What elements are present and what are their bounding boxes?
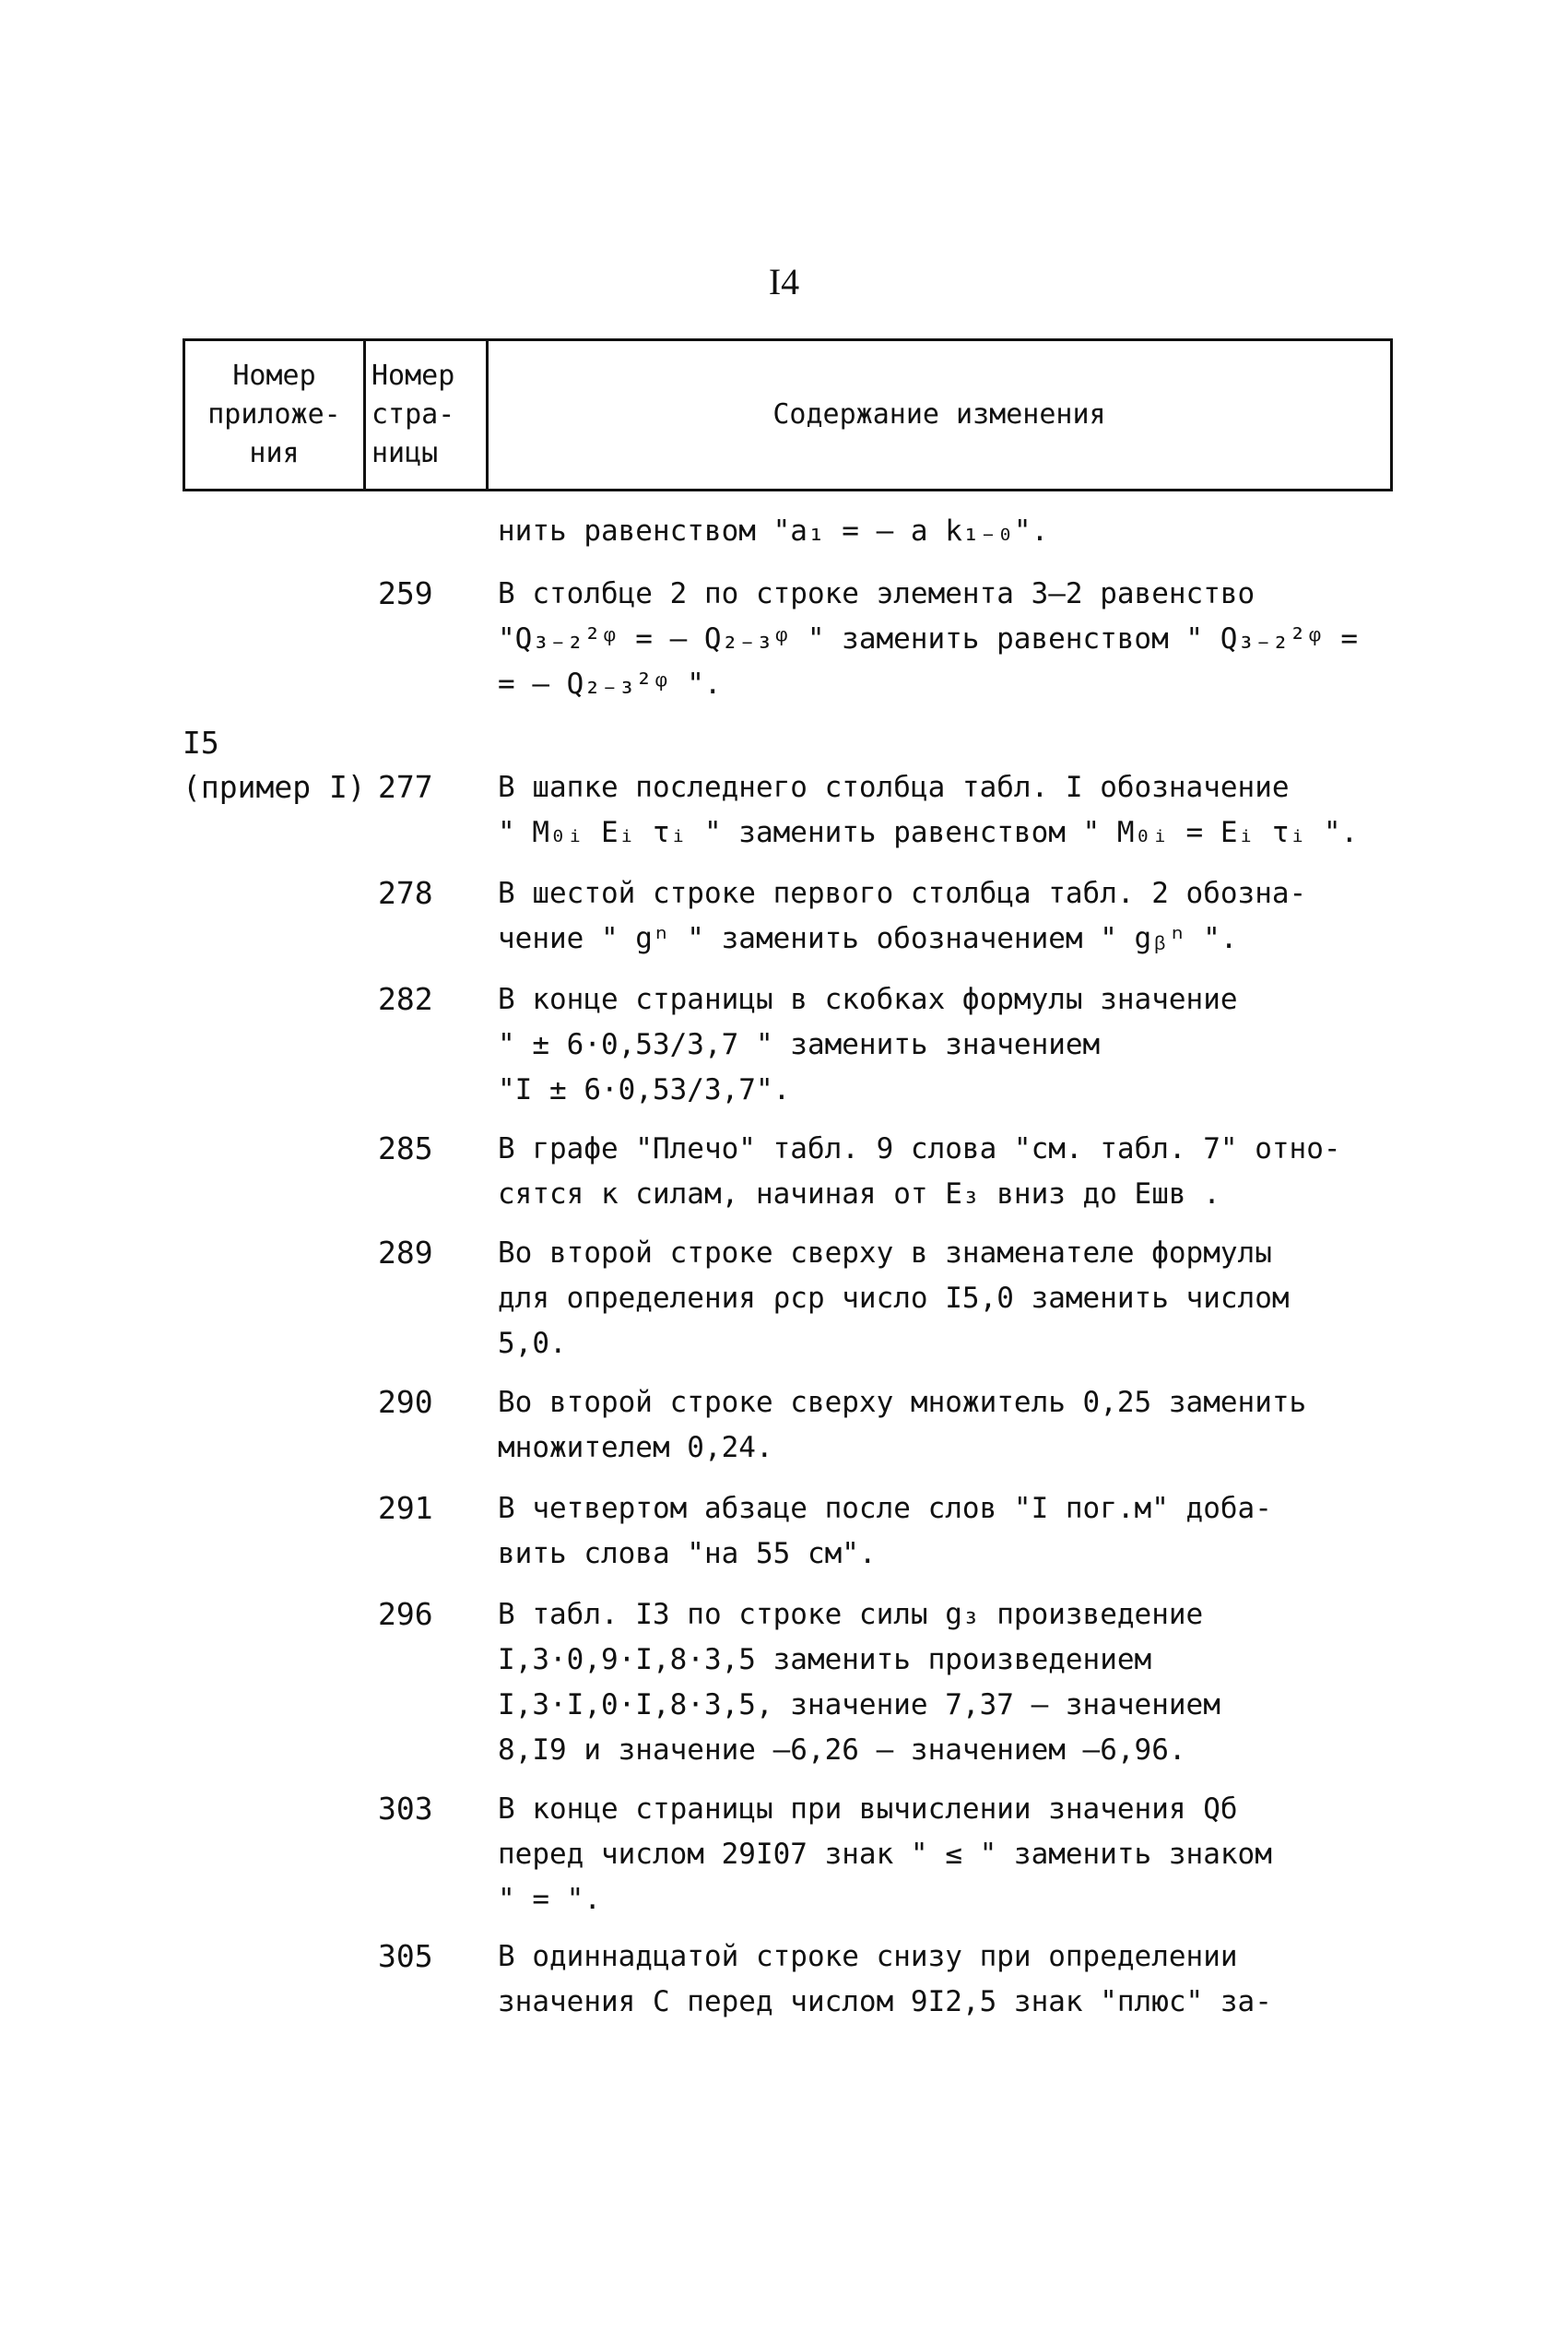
- entry-page: 305: [378, 1938, 433, 1974]
- page-number: I4: [768, 261, 800, 302]
- entry-text: В шестой строке первого столбца табл. 2 обозна- чение " gⁿ " заменить обозначением " gᵦⁿ ".: [498, 877, 1307, 955]
- entry-appendix: I5 (пример I): [183, 725, 366, 805]
- entry-page: 296: [378, 1596, 433, 1632]
- entry-page: 289: [378, 1235, 433, 1271]
- entry-text: Во второй строке сверху множитель 0,25 заменить множителем 0,24.: [498, 1386, 1307, 1464]
- entry-text: В одиннадцатой строке снизу при определении значения C перед числом 9I2,5 знак "плюс" за-: [498, 1940, 1272, 2018]
- entry-text: В графе "Плечо" табл. 9 слова "см. табл. 7" отно- сятся к силам, начиная от E₃ вниз до Eшв .: [498, 1132, 1341, 1211]
- header-page-number: Номер стра- ницы: [366, 341, 489, 489]
- entry-text: В столбце 2 по строке элемента 3–2 равенство "Q₃₋₂²ᵠ = – Q₂₋₃ᵠ " заменить равенством " Q₃₋₂²ᵠ = = – Q₂₋₃²ᵠ ".: [498, 577, 1358, 701]
- entry-text: В конце страницы при вычислении значения Qб перед числом 29I07 знак " ≤ " заменить знаком " = ".: [498, 1792, 1272, 1916]
- entry-text: Во второй строке сверху в знаменателе формулы для определения ρср число I5,0 заменить числом 5,0.: [498, 1236, 1290, 1360]
- header-change-content: Содержание изменения: [772, 398, 1106, 431]
- entry-page: 277: [378, 769, 433, 805]
- entry-text: В четвертом абзаце после слов "I пог.м" доба- вить слова "на 55 см".: [498, 1492, 1272, 1570]
- entry-page: 259: [378, 575, 433, 611]
- entry-page: 282: [378, 981, 433, 1017]
- entry-text: нить равенством "a₁ = – a k₁₋₀".: [498, 515, 1049, 548]
- entry-page: 303: [378, 1791, 433, 1827]
- entry-text: В табл. I3 по строке силы g₃ произведение I,3·0,9·I,8·3,5 заменить произведением I,3·I,0·I,8·3,5, значение 7,37 – значением 8,I9 и значение –6,26 – значением –6,96.: [498, 1598, 1220, 1767]
- entry-page: 291: [378, 1490, 433, 1526]
- header-appendix-number: Номер приложе- ния: [185, 341, 366, 489]
- table-header: [183, 338, 1393, 491]
- entry-page: 285: [378, 1130, 433, 1166]
- entry-page: 278: [378, 875, 433, 911]
- entry-text: В конце страницы в скобках формулы значение " ± 6·0,53/3,7 " заменить значением "I ± 6·0,53/3,7".: [498, 983, 1238, 1106]
- entry-page: 290: [378, 1384, 433, 1420]
- entry-text: В шапке последнего столбца табл. I обозначение " M₀ᵢ Eᵢ τᵢ " заменить равенством " M₀ᵢ = Eᵢ τᵢ ".: [498, 771, 1359, 849]
